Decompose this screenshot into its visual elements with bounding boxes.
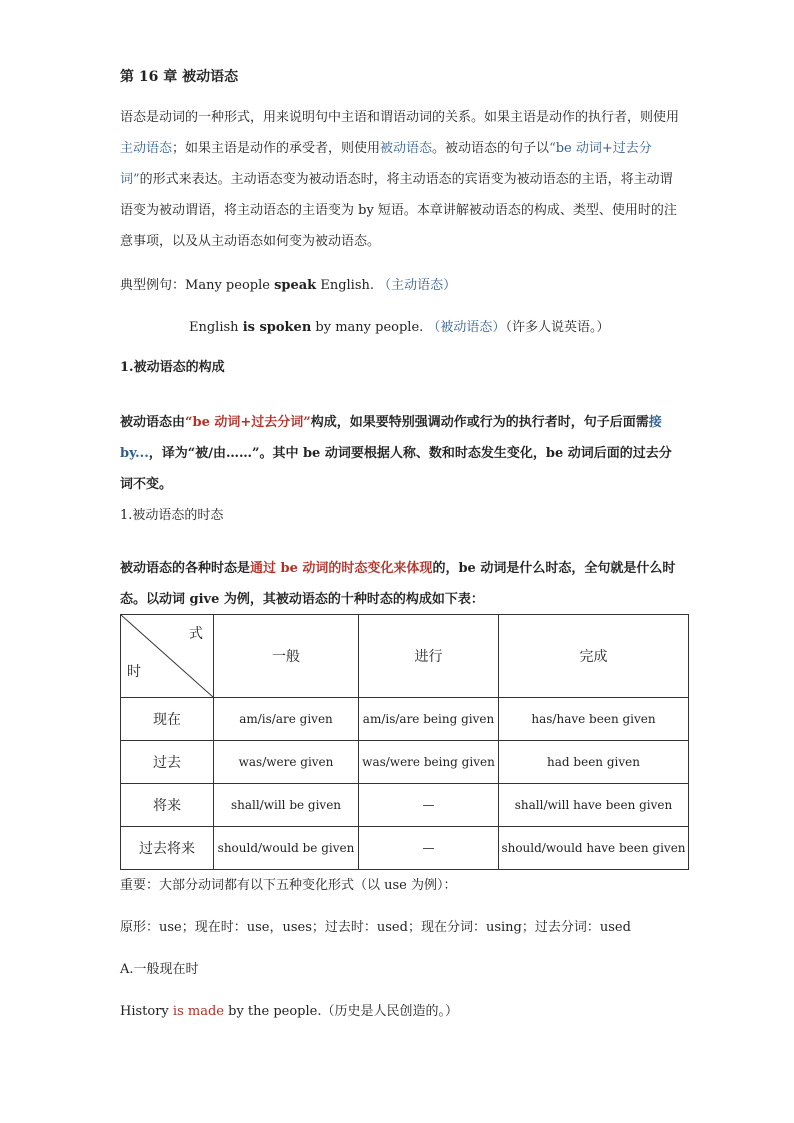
section1-by: 接 by... <box>120 415 662 461</box>
intro-text-3: 。被动语态的句子以 <box>432 141 550 156</box>
table-header-row <box>121 615 689 698</box>
table-cell: shall/will have been given <box>499 784 689 827</box>
table-row <box>121 698 689 741</box>
example-label: 典型例句： <box>120 278 186 293</box>
example-s2-a: English <box>189 320 243 335</box>
table-row <box>121 784 689 827</box>
example-s1-tag: （主动语态） <box>378 278 457 293</box>
table-tense-cell: 将来 <box>121 784 214 827</box>
example-active <box>120 270 680 301</box>
table-row <box>121 827 689 870</box>
example-s2-b: by many people. <box>311 320 428 335</box>
active-voice-term: 主动语态 <box>120 141 173 156</box>
table-cell: should/would have been given <box>499 827 689 870</box>
passive-formula: “be 动词+过去分词” <box>120 141 652 187</box>
example-s2-verb: is spoken <box>242 320 312 335</box>
passive-voice-term: 被动语态 <box>380 141 433 156</box>
section1-text-b: 构成，如果要特别强调动作或行为的执行者时，句子后面需 <box>310 415 649 430</box>
example-s1-b: English. <box>316 278 379 293</box>
section1-text-a: 被动语态由 <box>120 415 186 430</box>
table-corner-cell <box>121 615 214 698</box>
intro-text-1: 语态是动词的一种形式，用来说明句中主语和谓语动词的关系。如果主语是动作的执行者，则使用 <box>120 110 680 125</box>
example-s2-tag: （被动语态） <box>427 320 506 335</box>
table-tense-cell: 过去将来 <box>121 827 214 870</box>
section1-text-c: ，译为“被/由……”。其中 be 动词要根据人称、数和时态发生变化，be 动词后面的过去分词不变。 <box>120 446 672 492</box>
example-s1-a: Many people <box>185 278 275 293</box>
example-s2-trans: （许多人说英语。） <box>505 320 610 335</box>
sub-a-ex-b: by the people. <box>223 1004 322 1019</box>
table-cell: — <box>359 827 499 870</box>
intro-text-4: 的形式来表达。主动语态变为被动语态时，将主动语态的宾语变为被动语态的主语，将主动谓语变为被动谓语，将主动语态的主语变为 by 短语。本章讲解被动语态的构成、类型、使用时的注意事项，以及从主动语态如何变为被动语态。 <box>120 172 677 249</box>
sub-a-ex-a: History <box>120 1004 173 1019</box>
table-cell: was/were being given <box>359 741 499 784</box>
section2-text-a: 被动语态的各种时态是 <box>120 561 251 576</box>
table-cell: am/is/are being given <box>359 698 499 741</box>
sub-a-ex-trans: （历史是人民创造的。） <box>321 1004 458 1019</box>
verb-forms-line: 原形：use；现在时：use，uses；过去时：used；现在分词：using；过去分词：used <box>120 920 631 935</box>
table-cell: am/is/are given <box>214 698 359 741</box>
table-cell: shall/will be given <box>214 784 359 827</box>
example-s1-verb: speak <box>274 278 317 293</box>
table-header-cell: 进行 <box>359 615 499 698</box>
section1-paragraph <box>120 407 680 500</box>
sub-a-ex-verb: is made <box>172 1004 224 1019</box>
table-cell: — <box>359 784 499 827</box>
table-header-cell: 一般 <box>214 615 359 698</box>
section2-heading: 1.被动语态的时态 <box>120 508 224 523</box>
table-cell: should/would be given <box>214 827 359 870</box>
section1-heading: 1.被动语态的构成 <box>120 360 225 375</box>
table-cell: was/were given <box>214 741 359 784</box>
passive-tense-table <box>120 614 689 870</box>
section1-formula: “be 动词+过去分词” <box>185 415 311 430</box>
table-cell: had been given <box>499 741 689 784</box>
section2-paragraph <box>120 553 680 615</box>
sub-a-heading: A.一般现在时 <box>120 962 199 977</box>
note-line: 重要：大部分动词都有以下五种变化形式（以 use 为例）： <box>120 878 457 893</box>
intro-paragraph <box>120 102 680 257</box>
table-tense-cell: 现在 <box>121 698 214 741</box>
corner-tense-label: 时 <box>127 664 141 680</box>
table-row <box>121 741 689 784</box>
table-tense-cell: 过去 <box>121 741 214 784</box>
section2-text-b: 的，be 动词是什么时态，全句就是什么时态。以动词 give 为例，其被动语态的十种时态的构成如下表： <box>120 561 676 607</box>
intro-text-2: ；如果主语是动作的承受者，则使用 <box>172 141 381 156</box>
chapter-title: 第 16 章 被动语态 <box>120 69 239 85</box>
sub-a-example <box>120 996 680 1027</box>
corner-form-label: 式 <box>189 626 203 642</box>
table-header-cell: 完成 <box>499 615 689 698</box>
example-passive <box>189 312 689 343</box>
table-cell: has/have been given <box>499 698 689 741</box>
section2-red-text: 通过 be 动词的时态变化来体现 <box>250 561 433 576</box>
